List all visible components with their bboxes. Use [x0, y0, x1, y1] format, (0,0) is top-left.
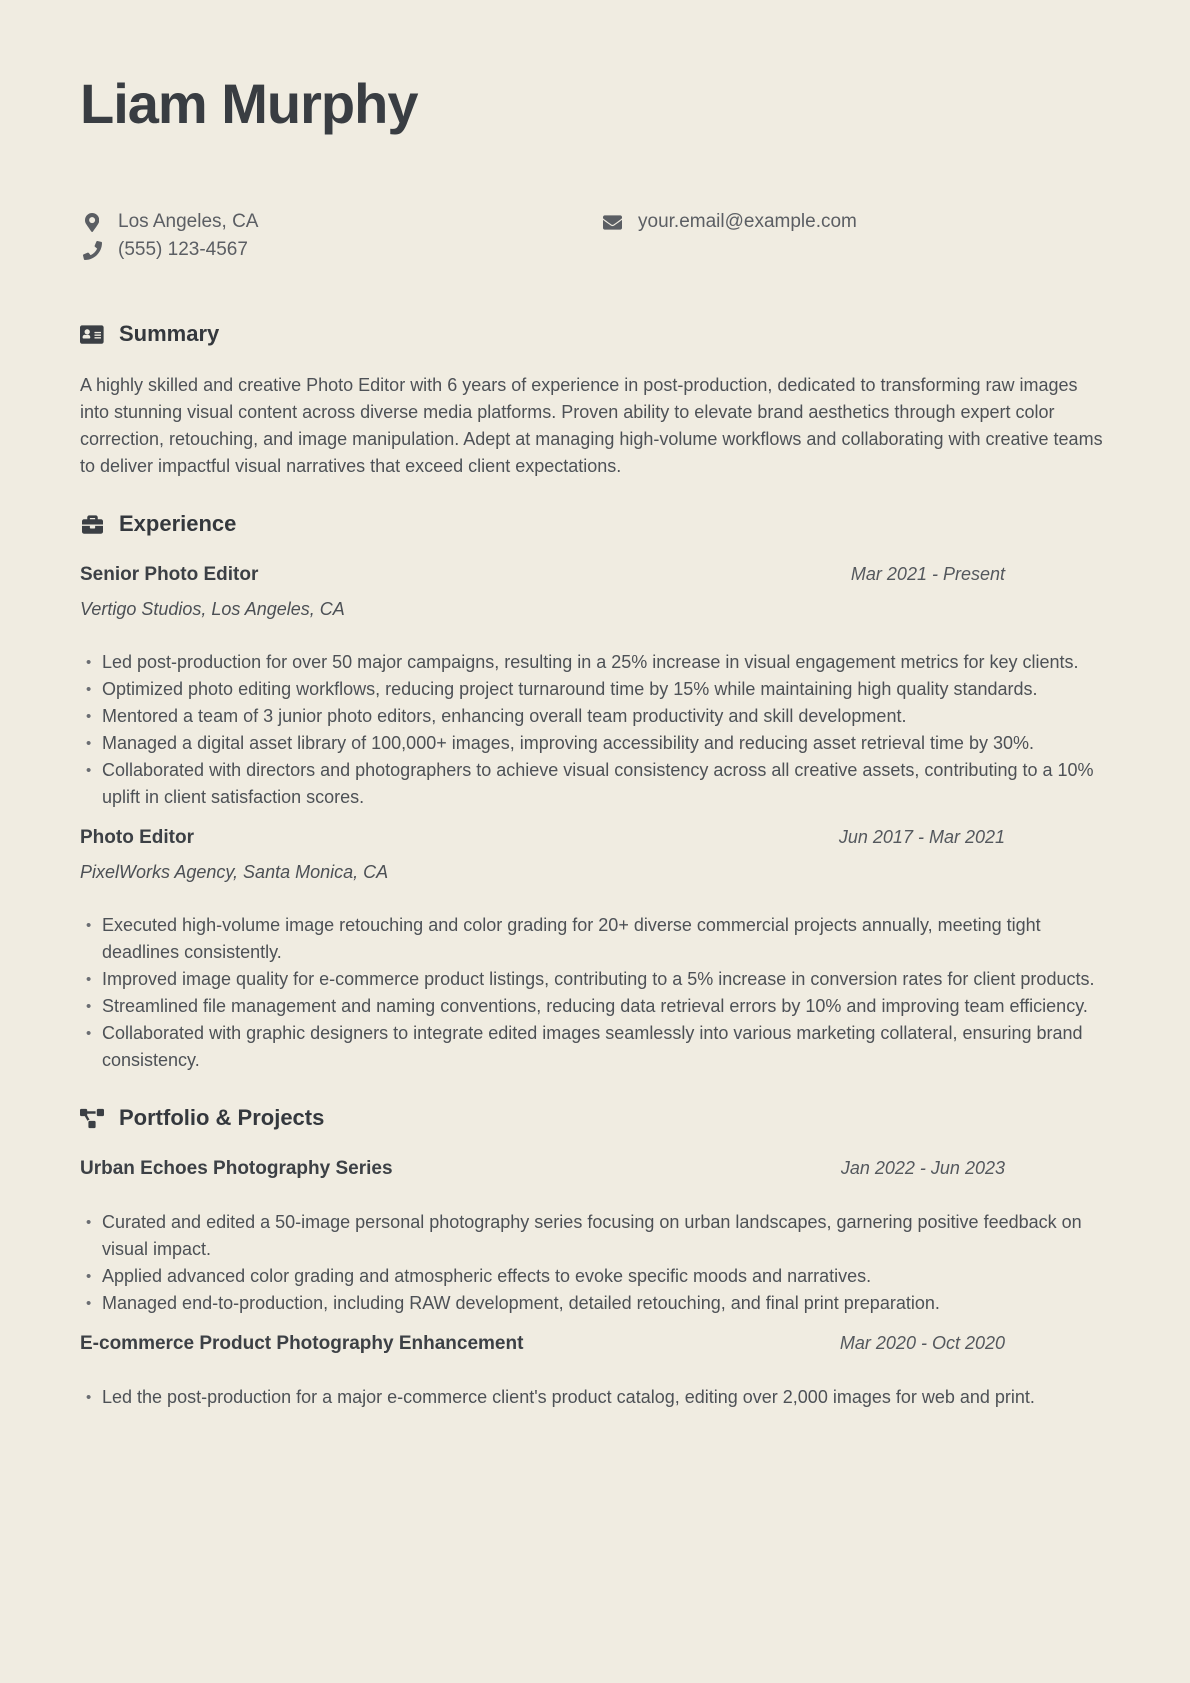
job-bullet: • Executed high-volume image retouching and color grading for 20+ diverse commercial projects annually, meeting tight deadlines consistently. [80, 912, 1110, 966]
address-card-icon [80, 324, 104, 345]
contact-location-text: Los Angeles, CA [118, 211, 259, 232]
job-bullet: • Streamlined file management and naming conventions, reducing data retrieval errors by 10% and improving team efficiency. [80, 993, 1110, 1020]
contact-phone [80, 236, 600, 264]
contact-email-text: your.email@example.com [638, 211, 857, 232]
envelope-icon [600, 213, 624, 232]
briefcase-icon [80, 514, 104, 535]
project-diagram-icon [80, 1108, 104, 1129]
section-title-portfolio: Portfolio & Projects [119, 1105, 325, 1130]
project-title: Urban Echoes Photography Series [80, 1158, 393, 1179]
job-title-row [80, 562, 1110, 587]
section-experience [80, 510, 1110, 1074]
project-bullet: • Managed end-to-production, including RAW development, detailed retouching, and final print preparation. [80, 1290, 1110, 1317]
person-name: Liam Murphy [80, 72, 418, 135]
job-bullet: • Collaborated with graphic designers to integrate edited images seamlessly into various marketing collateral, ensuring brand consistency. [80, 1020, 1110, 1074]
section-title-experience: Experience [119, 511, 237, 536]
section-title-summary: Summary [119, 321, 220, 346]
job-company: PixelWorks Agency, Santa Monica, CA [80, 862, 389, 882]
job-company: Vertigo Studios, Los Angeles, CA [80, 599, 345, 619]
job-bullet: • Optimized photo editing workflows, reducing project turnaround time by 15% while maintaining high quality standards. [80, 676, 1110, 703]
project-bullet: • Curated and edited a 50-image personal photography series focusing on urban landscapes, garnering positive feedback on visual impact. [80, 1209, 1110, 1263]
experience-header [80, 510, 1110, 538]
job-title-row [80, 825, 1110, 850]
project-title-row [80, 1331, 1110, 1356]
job-bullet-list [80, 912, 1110, 1074]
job-bullet: • Mentored a team of 3 junior photo editors, enhancing overall team productivity and skill development. [80, 703, 1110, 730]
project-entry [80, 1156, 1110, 1317]
project-title-row [80, 1156, 1110, 1181]
project-title: E-commerce Product Photography Enhancement [80, 1333, 524, 1354]
job-bullet-list [80, 649, 1110, 811]
contact-email [600, 208, 1110, 236]
section-portfolio [80, 1104, 1110, 1411]
portfolio-header [80, 1104, 1110, 1132]
project-entry [80, 1331, 1110, 1411]
project-bullet-list [80, 1384, 1110, 1411]
project-dates: Jan 2022 - Jun 2023 [840, 1158, 1005, 1178]
section-summary [80, 320, 1110, 480]
job-bullet: • Managed a digital asset library of 100,000+ images, improving accessibility and reducing asset retrieval time by 30%. [80, 730, 1110, 757]
summary-header [80, 320, 1110, 348]
job-bullet: • Led post-production for over 50 major campaigns, resulting in a 25% increase in visual engagement metrics for key clients. [80, 649, 1110, 676]
contact-phone-text: (555) 123-4567 [118, 239, 248, 260]
job-title: Photo Editor [80, 827, 194, 848]
contact-location [80, 208, 600, 236]
job-dates: Jun 2017 - Mar 2021 [838, 827, 1005, 847]
job-entry [80, 562, 1110, 811]
summary-paragraph: A highly skilled and creative Photo Editor with 6 years of experience in post-production, dedicated to transforming raw images into stunning visual content across diverse media platforms. Proven ability to elevate brand aesthetics through expert color correction, retouching, and image manipulation. Adept at managing high-volume workflows and collaborating with creative teams to deliver impactful visual narratives that exceed client expectations. [80, 375, 1103, 476]
location-pin-icon [80, 213, 104, 232]
job-dates: Mar 2021 - Present [850, 564, 1005, 584]
project-bullet: • Applied advanced color grading and atmospheric effects to evoke specific moods and narratives. [80, 1263, 1110, 1290]
job-entry [80, 825, 1110, 1074]
phone-icon [80, 241, 104, 260]
project-bullet: • Led the post-production for a major e-commerce client's product catalog, editing over 2,000 images for web and print. [80, 1384, 1110, 1411]
job-bullet: • Improved image quality for e-commerce product listings, contributing to a 5% increase in conversion rates for client products. [80, 966, 1110, 993]
project-dates: Mar 2020 - Oct 2020 [839, 1333, 1005, 1353]
job-bullet: • Collaborated with directors and photographers to achieve visual consistency across all creative assets, contributing to a 10% uplift in client satisfaction scores. [80, 757, 1110, 811]
job-title: Senior Photo Editor [80, 564, 259, 585]
contact-info [80, 208, 1110, 264]
project-bullet-list [80, 1209, 1110, 1317]
